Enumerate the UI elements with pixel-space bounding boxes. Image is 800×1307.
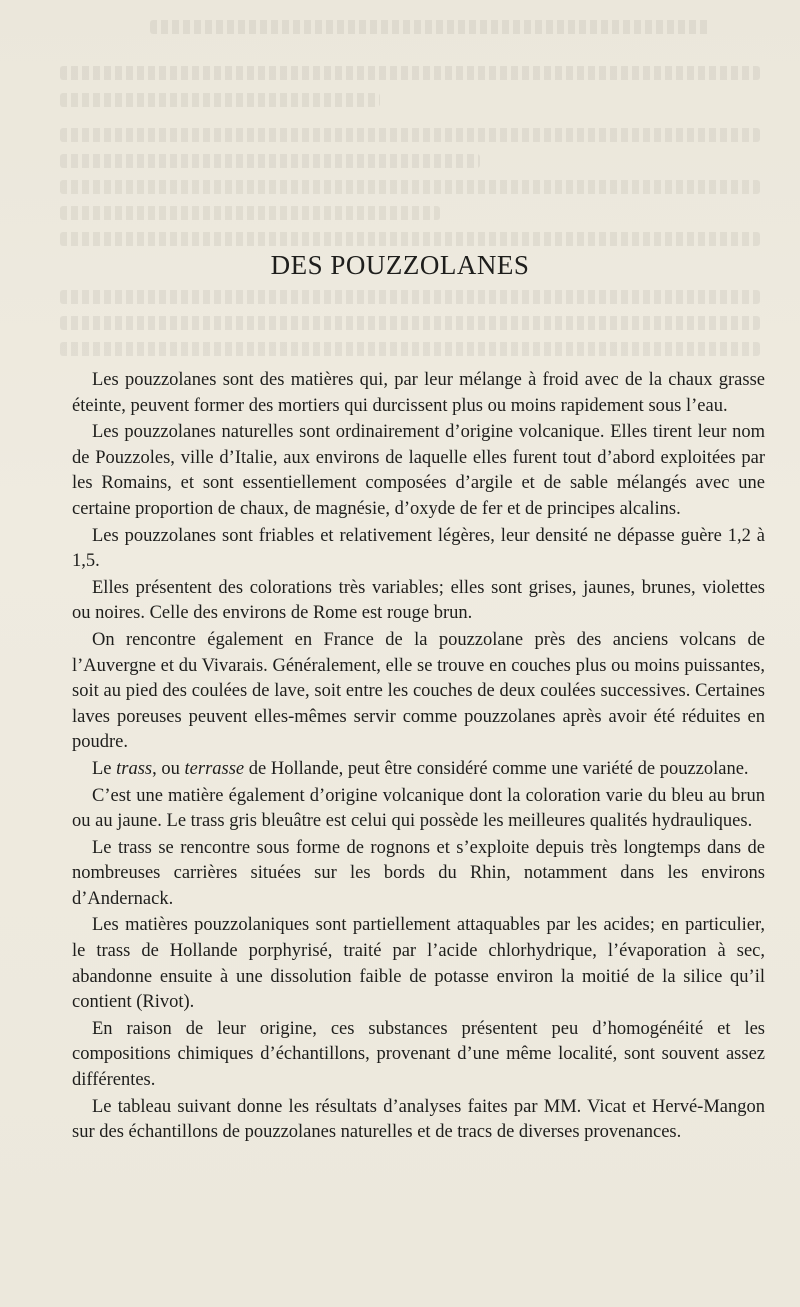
paragraph: Elles présentent des colorations très variables; elles sont grises, jaunes, brunes, violettes ou noires. Celle des environs de Rome est rouge brun. [72,577,765,624]
show-through-bleed [60,154,480,168]
paragraph: Les pouzzolanes sont des matières qui, par leur mélange à froid avec de la chaux grasse éteinte, peuvent former des mortiers qui durcissent plus ou moins rapidement sous l’eau. [72,370,765,416]
paragraph: Le tableau suivant donne les résultats d’analyses faites par MM. Vicat et Hervé-Mangon sur des échantillons de pouzzolanes naturelles et de tracs de diverses provenances. [72,1096,765,1143]
show-through-bleed [60,180,760,194]
show-through-bleed [60,66,760,80]
show-through-bleed [60,128,760,142]
paragraph: Le trass se rencontre sous forme de rognons et s’exploite depuis très longtemps dans de nombreuses carrières situées sur les bords du Rhin, notamment dans les environs d’Andernack. [72,837,765,909]
paragraph: C’est une matière également d’origine volcanique dont la coloration varie du bleu au brun ou au jaune. Le trass gris bleuâtre est celui qui possède les meilleures qualités hydrauliques. [72,785,765,832]
show-through-bleed [60,290,760,304]
show-through-bleed [60,93,380,107]
paragraph: Les pouzzolanes naturelles sont ordinairement d’origine volcanique. Elles tirent leur nom de Pouzzoles, ville d’Italie, aux environs de laquelle elles furent tout d’abord exploitées par les Romains, et sont essentiellement composées d’argile et de sable mélangés avec une certaine proportion de chaux, de magnésie, d’oxyde de fer et de principes alcalins. [72,422,765,519]
text-run: de Hollande, peut être considéré comme une variété de pouzzolane. [244,758,749,779]
paragraph: En raison de leur origine, ces substances présentent peu d’homogénéité et les compositions chimiques d’échantillons, provenant d’une même localité, sont souvent assez différentes. [72,1018,765,1091]
paragraph: Les matières pouzzolaniques sont partiellement attaquables par les acides; en particulier, le trass de Hollande porphyrisé, traité par l’acide chlorhydrique, l’évaporation à sec, abandonne ensuite à une dissolution faible de potasse environ la moitié de la silice qu’il contient (Rivot). [72,915,765,1013]
italic-term: trass [116,758,153,779]
body-text [72,368,765,1146]
show-through-bleed [60,206,440,220]
text-run: , ou [152,758,185,779]
paragraph: Les pouzzolanes sont friables et relativement légères, leur densité ne dépasse guère 1,2 à 1,5. [72,525,765,572]
paragraph: On rencontre également en France de la pouzzolane près des anciens volcans de l’Auvergne et du Vivarais. Généralement, elle se trouve en couches plus ou moins puissantes, soit au pied des coulées de lave, soit entre les couches de deux coulées successives. Certaines laves poreuses peuvent elles-mêmes servir comme pouzzolanes après avoir été réduites en poudre. [72,629,765,753]
section-title: DES POUZZOLANES [270,250,530,280]
text-run: Le [92,758,117,779]
show-through-bleed [60,342,760,356]
show-through-bleed [60,316,760,330]
italic-term: terrasse [184,758,245,779]
show-through-bleed [60,232,760,246]
show-through-bleed [150,20,710,34]
paragraph-trass [72,757,765,783]
